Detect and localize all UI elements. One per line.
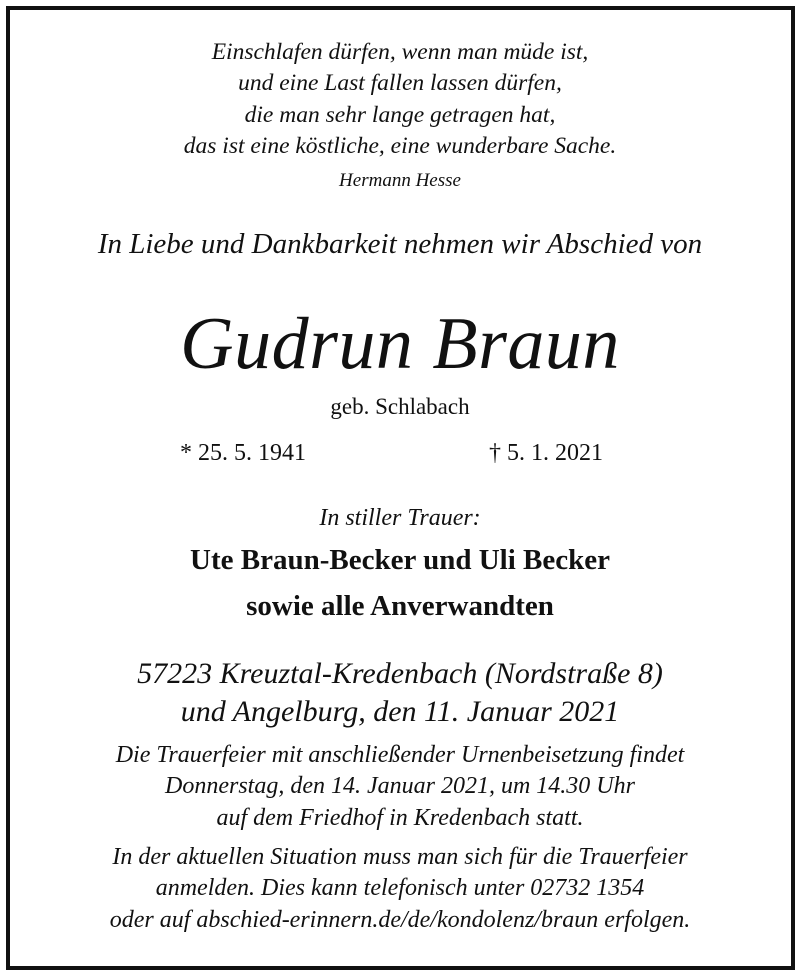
place-date-line: 57223 Kreuztal-Kredenbach (Nordstraße 8) [137,657,663,690]
mourner-line: Ute Braun-Becker und Uli Becker [190,544,610,576]
poem-line: die man sehr lange getragen hat, [244,102,556,128]
poem-author: Hermann Hesse [339,170,461,191]
poem-line: Einschlafen dürfen, wenn man müde ist, [211,39,589,65]
death-date: † 5. 1. 2021 [489,440,603,466]
registration-info-line: In der aktuellen Situation muss man sich für die Trauerfeier [112,844,688,870]
funeral-info-line: Die Trauerfeier mit anschließender Urnenbeisetzung findet [115,742,685,768]
birth-date: * 25. 5. 1941 [180,440,306,466]
poem-line: und eine Last fallen lassen dürfen, [238,70,562,96]
mourner-line: sowie alle Anverwandten [246,590,554,622]
mourning-label: In stiller Trauer: [319,505,481,531]
birth-name: geb. Schlabach [330,394,470,419]
place-date-line: und Angelburg, den 11. Januar 2021 [180,695,620,728]
intro-text: In Liebe und Dankbarkeit nehmen wir Abschied von [97,228,703,260]
registration-info-line: oder auf abschied-erinnern.de/de/kondolenz/braun erfolgen. [109,907,691,933]
funeral-info-line: Donnerstag, den 14. Januar 2021, um 14.30 Uhr [165,773,635,799]
registration-info-line: anmelden. Dies kann telefonisch unter 02732 1354 [155,875,645,901]
deceased-name: Gudrun Braun [180,303,620,385]
funeral-info-line: auf dem Friedhof in Kredenbach statt. [216,805,584,831]
poem-line: das ist eine köstliche, eine wunderbare Sache. [183,133,617,159]
